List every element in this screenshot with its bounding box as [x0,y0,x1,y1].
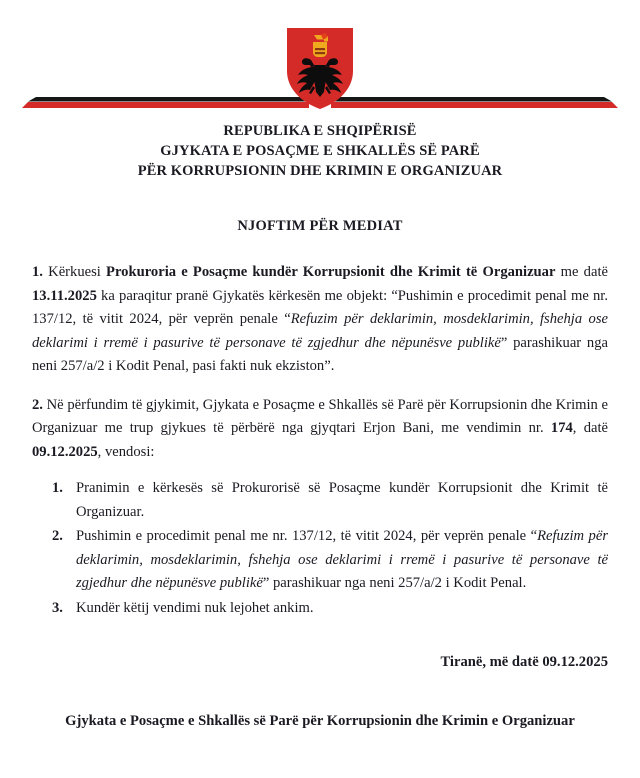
decision-text-2a: Pushimin e procedimit penal me nr. 137/12, të vitit 2024, për veprën penale “ [76,528,538,544]
decorative-rule-right [331,96,618,110]
paragraph-1 [32,261,608,379]
paragraph-2-bold-1: 174 [550,420,573,436]
organization-title [0,121,640,181]
decision-text-1a: Pranimin e kërkesës së Prokurorisë së Posaçme kundër Korrupsionit dhe Krimit të Organizuar. [76,480,608,520]
paragraph-2-text-1: Në përfundim të gjykimit, Gjykata e Posaçme e Shkallës së Parë për Korrupsionin dhe Krimin e Organizuar me trup gjykues të përbërë nga gjyqtari Erjon Bani, me vendimin nr. [32,396,608,436]
decision-item-3 [52,597,608,621]
paragraph-1-text-2: me datë [555,264,608,280]
org-title-line-3: PËR KORRUPSIONIN DHE KRIMIN E ORGANIZUAR [137,163,503,179]
paragraph-2-text-3: , vendosi: [97,443,155,460]
decision-marker-3: 3. [52,599,63,616]
decision-marker-1: 1. [52,480,63,496]
paragraph-1-italic-1: Refuzim për deklarimin, mosdeklarimin, fshehja ose deklarimi i rremë i pasurive të personave të zgjedhur dhe nëpunësve publikë [32,311,608,351]
document-body [0,261,640,620]
document-title: NJOFTIM PËR MEDIAT [237,218,403,234]
decision-marker-2: 2. [52,528,63,544]
org-title-line-2: GJYKATA E POSAÇME E SHKALLËS SË PARË [160,143,480,159]
decision-item-1 [52,477,608,524]
decision-text-3a: Kundër këtij vendimi nuk lejohet ankim. [76,599,314,616]
paragraph-1-number: 1. [32,264,43,280]
paragraph-2-bold-2: 09.12.2025 [32,443,98,460]
decisions-list [32,477,608,620]
paragraph-1-text-4: ” parashikuar nga neni 257/a/2 i Kodit Penal, pasi fakti nuk ekziston”. [32,334,608,374]
decorative-rule-left [22,96,309,110]
masthead [0,0,640,115]
paragraph-1-bold-2: 13.11.2025 [32,287,97,304]
place-and-date: Tiranë, më datë 09.12.2025 [440,654,608,670]
paragraph-1-bold-1: Prokuroria e Posaçme kundër Korrupsionit dhe Krimit të Organizuar [106,264,556,280]
decision-text-2b: ” parashikuar nga neni 257/a/2 i Kodit Penal. [262,575,527,591]
paragraph-2 [32,394,608,465]
org-title-line-1: REPUBLIKA E SHQIPËRISË [223,123,417,139]
signature-line: Gjykata e Posaçme e Shkallës së Parë për Korrupsionin dhe Krimin e Organizuar [65,713,575,729]
decision-item-2 [52,525,608,596]
paragraph-2-number: 2. [32,396,43,413]
albania-coat-of-arms-icon [281,24,359,112]
paragraph-1-text-1: Kërkuesi [42,264,107,280]
paragraph-2-text-2: , datë [572,420,609,436]
paragraph-1-text-3: ka paraqitur pranë Gjykatës kërkesën me objekt: “Pushimin e procedimit penal me nr. 137/12, të vitit 2024, për veprën penale “ [32,287,608,327]
decision-italic-2: Refuzim për deklarimin, mosdeklarimin, fshehja ose deklarimi i rremë i pasurive të personave të zgjedhur dhe nëpunësve publikë [76,528,608,591]
